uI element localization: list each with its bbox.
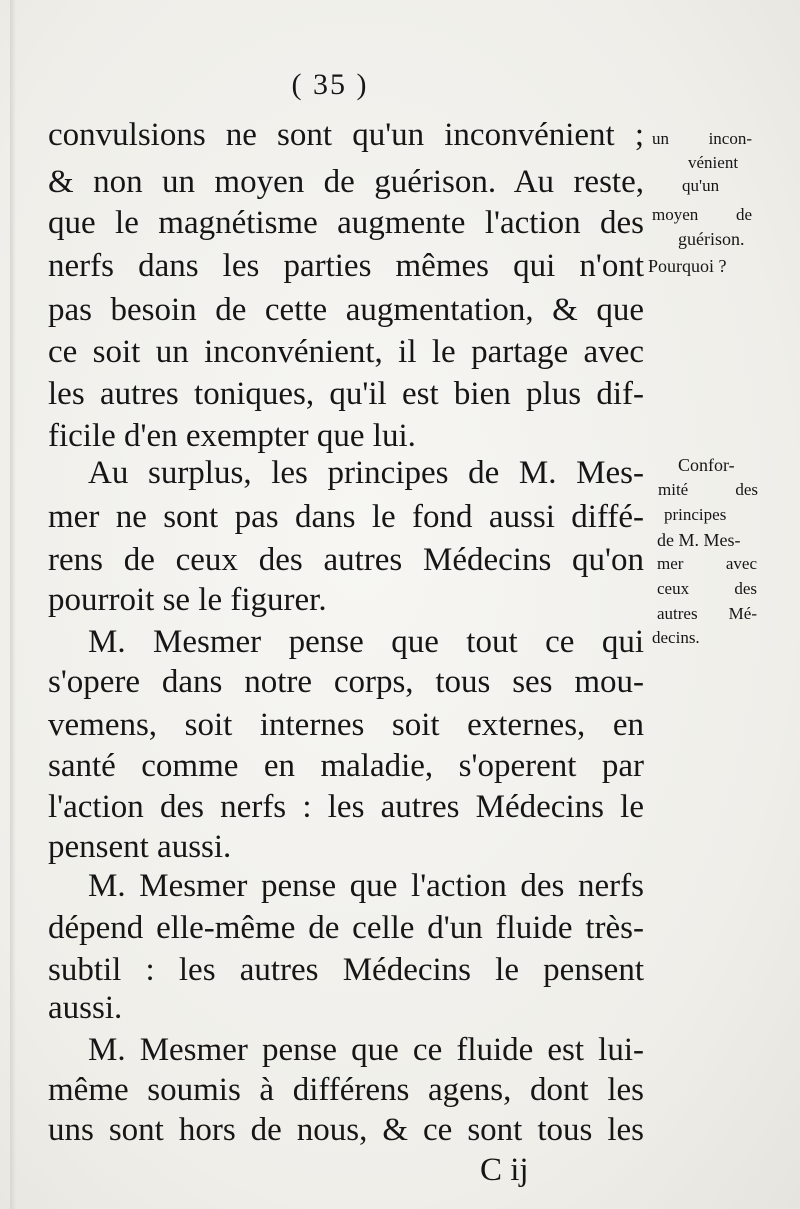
text-line: santé comme en maladie, s'operent par [48, 748, 644, 784]
text-line: l'action des nerfs : les autres Médecins le [48, 789, 644, 825]
text-line: mer ne sont pas dans le fond aussi diffé- [48, 499, 644, 535]
margin-note-line: mer avec [657, 554, 757, 573]
page-binding-edge [10, 0, 16, 1209]
margin-note-line: vénient [688, 153, 739, 172]
margin-note-line: ceux des [657, 579, 757, 598]
margin-note-line: autres Mé- [657, 604, 757, 623]
paragraph-start-line: M. Mesmer pense que ce fluide est lui- [88, 1032, 644, 1068]
text-line: convulsions ne sont qu'un inconvénient ; [48, 117, 644, 153]
text-line: uns sont hors de nous, & ce sont tous les [48, 1112, 644, 1148]
text-line: ce soit un inconvénient, il le partage avec [48, 334, 644, 370]
text-line: subtil : les autres Médecins le pensent [48, 952, 644, 988]
text-line: pourroit se le figurer. [48, 582, 327, 618]
text-line: pas besoin de cette augmentation, & que [48, 292, 644, 328]
text-line: nerfs dans les parties mêmes qui n'ont [48, 248, 644, 284]
margin-note-line: moyen de [652, 205, 752, 224]
text-line: même soumis à différens agens, dont les [48, 1072, 644, 1108]
margin-note-line: mité des [658, 480, 758, 499]
text-line: aussi. [48, 990, 123, 1026]
paragraph-start-line: M. Mesmer pense que tout ce qui [88, 624, 644, 660]
text-line: vemens, soit internes soit externes, en [48, 707, 644, 743]
margin-note-line: qu'un [682, 176, 720, 195]
margin-note-line: guérison. [678, 229, 745, 249]
paragraph-start-line: Au surplus, les principes de M. Mes- [88, 455, 644, 491]
catchword-signature: C ij [480, 1152, 529, 1188]
text-line: s'opere dans notre corps, tous ses mou- [48, 664, 644, 700]
text-line: rens de ceux des autres Médecins qu'on [48, 542, 644, 578]
margin-note-line: de M. Mes- [657, 530, 741, 550]
text-line: que le magnétisme augmente l'action des [48, 205, 644, 241]
page-number: ( 35 ) [291, 68, 369, 101]
text-line: pensent aussi. [48, 829, 232, 865]
margin-note-line: Confor- [678, 455, 735, 475]
margin-note-line: decins. [652, 628, 700, 647]
paragraph-start-line: M. Mesmer pense que l'action des nerfs [88, 868, 644, 904]
text-line: les autres toniques, qu'il est bien plus dif- [48, 376, 644, 412]
text-line: & non un moyen de guérison. Au reste, [48, 164, 644, 200]
margin-note-line: Pourquoi ? [648, 256, 727, 276]
margin-note-line: principes [664, 505, 727, 524]
margin-note-line: un incon- [652, 129, 752, 148]
text-line: ficile d'en exempter que lui. [48, 418, 416, 454]
text-line: dépend elle-même de celle d'un fluide très- [48, 910, 644, 946]
